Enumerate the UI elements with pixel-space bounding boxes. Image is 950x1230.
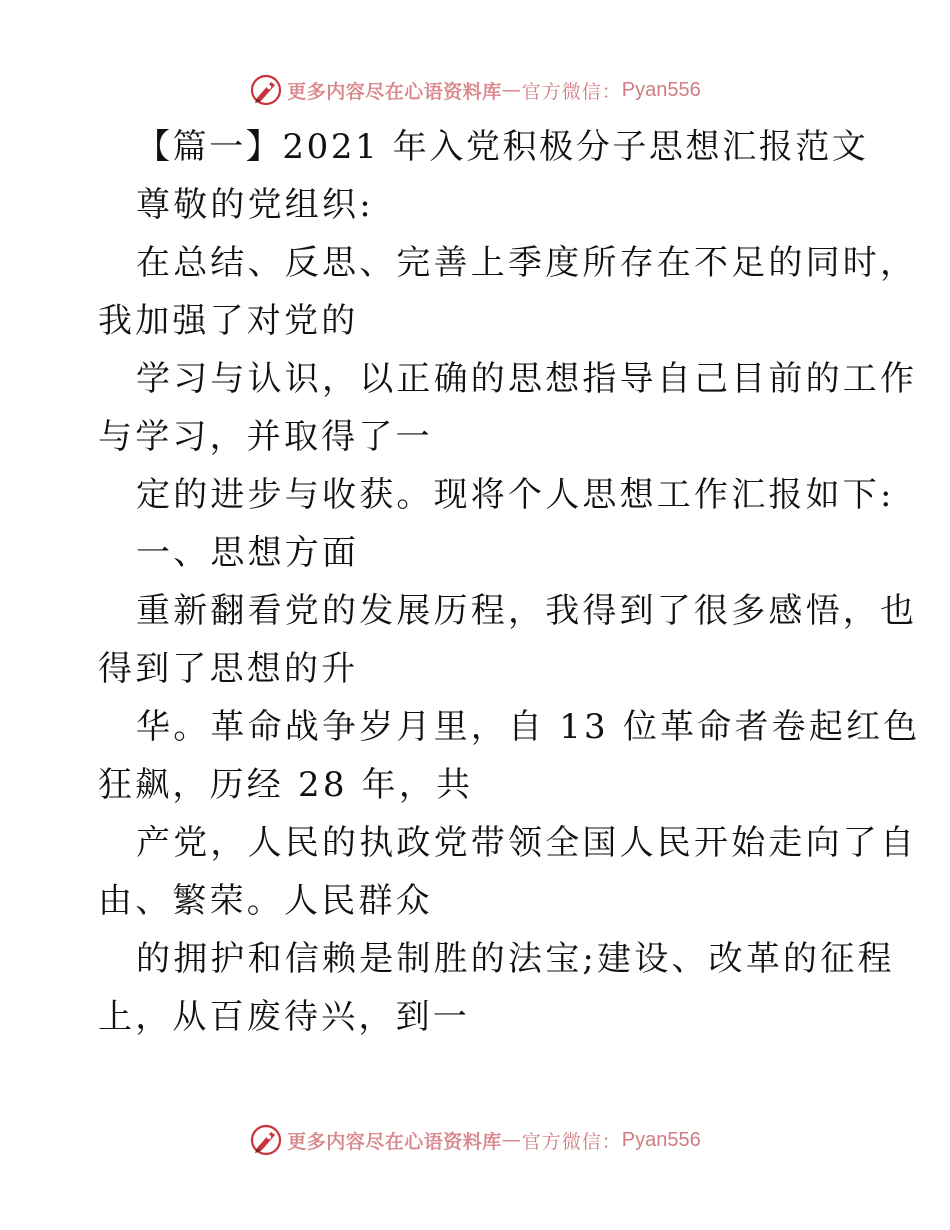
document-body [98, 118, 921, 1046]
paragraph-line: 与学习，并取得了一 [98, 417, 433, 457]
paragraph-line: 产党，人民的执政党带领全国人民开始走向了自 [136, 823, 918, 863]
paragraph-line: 尊敬的党组织: [136, 185, 374, 225]
watermark-wechat-label: 官方微信： [521, 80, 622, 103]
paragraph-line: 重新翻看党的发展历程，我得到了很多感悟，也 [136, 591, 918, 631]
watermark-wechat-id: Pyan556 [621, 1128, 701, 1151]
paragraph-line: 学习与认识，以正确的思想指导自己目前的工作 [136, 359, 918, 399]
watermark-promo-text: 更多内容尽在心语资料库 [287, 80, 502, 103]
watermark-promo-text: 更多内容尽在心语资料库 [287, 1130, 502, 1153]
header-watermark [0, 70, 950, 110]
paragraph-line: 一、思想方面 [136, 533, 360, 573]
watermark-separator: — [501, 79, 522, 101]
paragraph-line: 由、繁荣。人民群众 [98, 881, 433, 921]
paragraph-line: 上，从百废待兴，到一 [98, 997, 470, 1037]
pen-logo-icon [249, 1123, 283, 1157]
paragraph-line: 的拥护和信赖是制胜的法宝;建设、改革的征程 [136, 939, 895, 979]
paragraph-line: 狂飙，历经 28 年，共 [98, 765, 474, 805]
watermark-wechat-id: Pyan556 [621, 78, 701, 101]
watermark-separator: — [501, 1129, 522, 1151]
paragraph-line: 我加强了对党的 [98, 301, 359, 341]
paragraph-line: 定的进步与收获。现将个人思想工作汇报如下: [136, 475, 895, 515]
footer-watermark [0, 1120, 950, 1160]
document-lines [98, 176, 921, 1046]
paragraph-line: 得到了思想的升 [98, 649, 359, 689]
watermark-wechat-label: 官方微信： [521, 1130, 622, 1153]
document-title: 【篇一】2021 年入党积极分子思想汇报范文 [136, 127, 869, 167]
pen-logo-icon [249, 73, 283, 107]
paragraph-line: 在总结、反思、完善上季度所存在不足的同时， [136, 243, 918, 283]
paragraph-line: 华。革命战争岁月里，自 13 位革命者卷起红色 [136, 707, 921, 747]
